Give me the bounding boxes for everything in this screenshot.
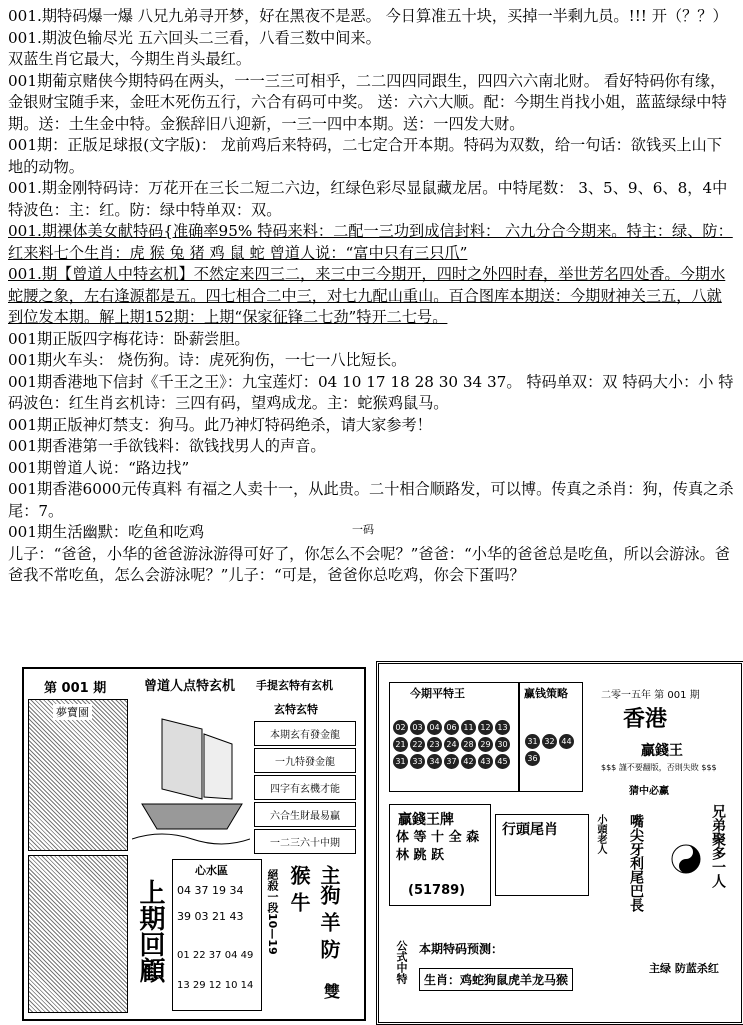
number-ball: 21 <box>393 737 408 752</box>
text-line: 001.期特码爆一爆 八兄九弟寻开梦，好在黑夜不是恶。 今日算准五十块，买掉一半剩九员。!!! 开（？？） <box>8 7 728 25</box>
box1-title: 今期平特王 <box>410 687 465 700</box>
text-line: 001期：正版足球报(文字版)： 龙前鸡后来特码，二七定合开本期。特码为双数，给一句话：欲钱买上山下地的动物。 <box>8 136 722 176</box>
text-line: 001期正版四字梅花诗：卧薪尝胆。 <box>8 329 250 348</box>
number-ball: 31 <box>525 734 540 749</box>
number-ball: 33 <box>410 754 425 769</box>
must-win: 猜中必赢 <box>629 786 669 797</box>
big-chars: 主狗 羊 防猴 牛 <box>287 865 341 959</box>
text-line: 001.期波色输尽光 五六回头二三看，八看三数中间来。 <box>8 28 381 47</box>
grid-row: 39 03 21 43 <box>177 910 244 923</box>
number-ball: 04 <box>427 720 442 735</box>
number-ball: 12 <box>478 720 493 735</box>
box2-numbers <box>524 733 580 767</box>
middle-label: 行頭尾肖 <box>502 822 558 838</box>
right-date: 二零一五年 第 001 期 <box>601 690 700 701</box>
king-box <box>389 804 491 906</box>
number-ball: 36 <box>525 751 540 766</box>
text-line: 001期火车头： 烧伤狗。诗：虎死狗伤，一七一八比短长。 <box>8 351 407 369</box>
phrase: 四字有玄機才能 <box>254 775 356 800</box>
number-ball: 44 <box>559 734 574 749</box>
box2-title: 赢钱策略 <box>524 687 568 700</box>
grid-box <box>172 859 262 1011</box>
left-advert-panel <box>22 667 366 1021</box>
number-ball: 13 <box>495 720 510 735</box>
number-ball: 43 <box>478 754 493 769</box>
number-ball: 03 <box>410 720 425 735</box>
predict-label: 本期特码预测： <box>419 942 504 956</box>
king-title: 贏錢王牌 <box>398 812 454 828</box>
phrase: 一二三六十中期 <box>254 829 356 854</box>
text-line: 001.期【曾道人中特玄机】不然定来四三二，来三中三今期开，四时之外四时春，举世芳名四处香。今期水蛇腰之象，左右逢源都是五。四七相合二中三，对七九配山重山。百合图库本期送：今期财神关三五，八就到位发本期。解上期152期：上期“保家征锋二七劲”特开二七号。 <box>8 265 726 326</box>
hk-title: 香港 <box>623 707 668 732</box>
small-vert: 小頭老人 <box>595 814 606 854</box>
text-line: 双蓝生肖它最大，今期生肖头最红。 <box>8 50 251 68</box>
text-line: 001期葡京赌侠今期特码在两头，一一三三可相乎，二二四四同跟生，四四六六南北财。 看好特码你有缘，金银财宝随手来，金旺木死伤五行，六合有码可中奖。 送：六六大顺。配：今期生肖找小姐，蓝蓝绿绿中特期。送：土生金中特。金猴辞旧八迎新，一三一四中本期。送：一四发大财。 <box>8 71 727 133</box>
bottom-images <box>0 661 743 1024</box>
zodiac-list: 生肖：鸡蛇狗鼠虎羊龙马猴 <box>419 968 573 991</box>
box1-numbers <box>392 719 516 770</box>
tail-chars: 嘴尖牙利尾巴長 <box>628 814 644 912</box>
phrase: 六合生財最易贏 <box>254 802 356 827</box>
winner-title: 贏錢王 <box>641 743 683 759</box>
side-label: 上期回顧 <box>135 879 165 983</box>
king-code: (51789) <box>408 883 466 898</box>
gongshi: 公式中特 <box>395 940 408 984</box>
ship-drawing <box>132 699 250 849</box>
text-line: 001.期金刚特码诗：万花开在三长二短二六边，红绿色彩尽显鼠藏龙居。中特尾数： 3、5、9、6、8，4中特波色：主：红。防：绿中特单双：双。 <box>8 179 728 219</box>
left-issue: 第 001 期 <box>44 681 107 696</box>
grid-row: 01 22 37 04 49 <box>177 950 254 961</box>
middle-box <box>495 814 589 896</box>
text-line: 001期正版神灯禁支：狗马。此乃神灯特码绝杀，请大家参考！ <box>8 415 432 434</box>
text-line: 001期香港地下信封《千王之王》：九宝莲灯：04 10 17 18 28 30 34 37。 特码单双：双 特码大小：小 特码波色：红生肖玄机诗：三四有码，望鸡成龙。主：蛇猴鸡鼠马。 <box>8 372 734 412</box>
text-line: 001期曾道人说：“路边找” <box>8 458 190 477</box>
number-ball: 24 <box>444 737 459 752</box>
number-ball: 37 <box>444 754 459 769</box>
left-header: 曾道人点特玄机 <box>144 679 236 694</box>
box2 <box>519 682 583 792</box>
number-ball: 23 <box>427 737 442 752</box>
text-line: 001期香港第一手欲钱料：欲钱找男人的声音。 <box>8 437 326 455</box>
phrase: 本期玄有發金龍 <box>254 721 356 746</box>
article-text <box>8 6 736 587</box>
grid-row: 13 29 12 10 14 <box>177 980 254 991</box>
number-ball: 02 <box>393 720 408 735</box>
grid-title: 心水區 <box>195 864 228 877</box>
ship-icon <box>132 699 250 849</box>
number-ball: 31 <box>393 754 408 769</box>
vertical-mid: 絕殺一段10—19 <box>266 869 279 955</box>
left-picture <box>28 699 128 851</box>
number-ball: 28 <box>461 737 476 752</box>
left-phrases <box>254 719 356 856</box>
left-subtitle: 玄特玄特 <box>274 703 318 716</box>
box1 <box>389 682 519 792</box>
number-ball: 29 <box>478 737 493 752</box>
number-ball: 32 <box>542 734 557 749</box>
number-ball: 11 <box>461 720 476 735</box>
warn-text: $$$ 謹不要翻版，否則失敗 $$$ <box>601 763 717 772</box>
text-line: 001.期裸体美女献特码{准确率95% 特码来料：二配一三功到成信封料： 六九分合今期来。特主：绿、防：红来料七个生肖：虎 猴 兔 猪 鸡 鼠 蛇 曾道人说：“富中只有三只爪” <box>8 222 733 262</box>
shuang-label: 雙 <box>324 982 341 1001</box>
right-advert-panel <box>376 661 743 1025</box>
number-ball: 30 <box>495 737 510 752</box>
number-ball: 34 <box>427 754 442 769</box>
king-text: 体 等 十 全 森 林 跳 跃 <box>396 830 480 863</box>
text-line: 001期香港6000元传真料 有福之人卖十一，从此贵。二十相合顺路发，可以博。传真之杀肖：狗，传真之杀尾：7。 <box>8 480 734 520</box>
main-pick: 主绿 防蓝杀红 <box>649 962 719 975</box>
left-header2: 手提玄特有玄机 <box>256 679 333 692</box>
left-flower-picture <box>28 855 128 1013</box>
number-ball: 22 <box>410 737 425 752</box>
brother-text: 兄弟聚多一人 <box>710 804 726 888</box>
phrase: 一九特發金龍 <box>254 748 356 773</box>
stray-text: 一码 <box>352 523 374 536</box>
picture-label: 夢寶園 <box>53 704 92 720</box>
number-ball: 45 <box>495 754 510 769</box>
yin-yang-icon <box>671 844 701 874</box>
number-ball: 42 <box>461 754 476 769</box>
text-line: 001期生活幽默：吃鱼和吃鸡 <box>8 523 205 541</box>
number-ball: 06 <box>444 720 459 735</box>
text-line: 儿子：“爸爸，小华的爸爸游泳游得可好了，你怎么不会呢？”爸爸：“小华的爸爸总是吃鱼，所以会游泳。爸爸我不常吃鱼，怎么会游泳呢？”儿子：“可是，爸爸你总吃鸡，你会下蛋吗？ <box>8 544 730 584</box>
grid-row: 04 37 19 34 <box>177 884 244 897</box>
